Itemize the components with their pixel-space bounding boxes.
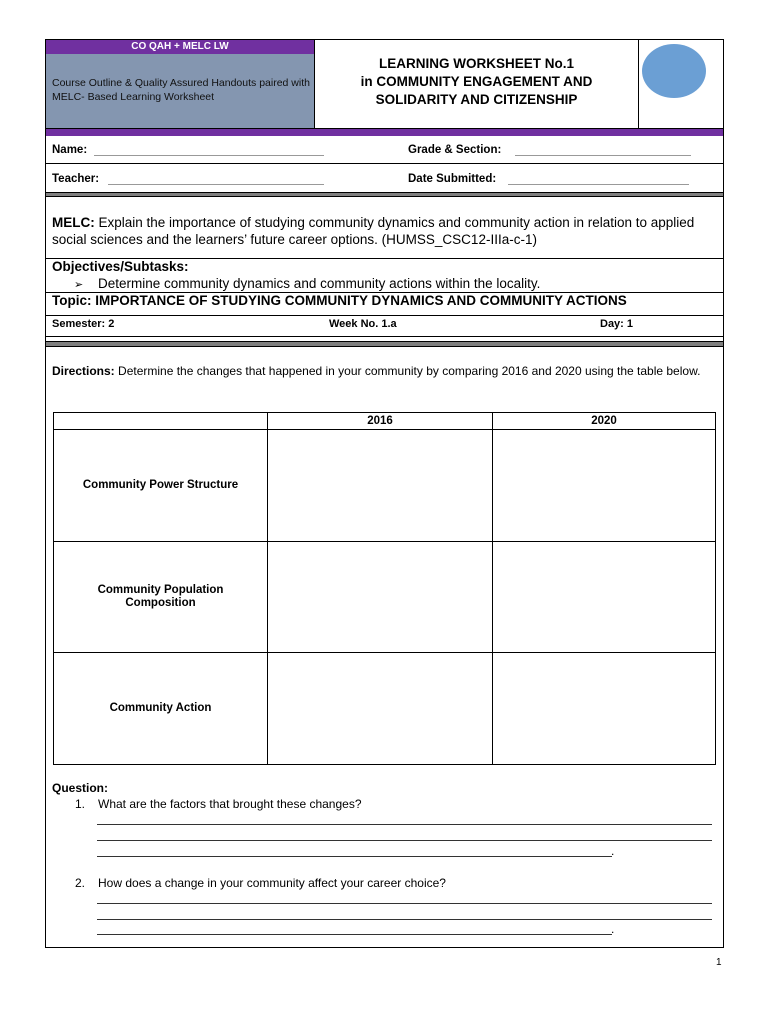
- title-line-2: in COMMUNITY ENGAGEMENT AND: [360, 74, 593, 89]
- question-1: [75, 797, 362, 811]
- question-2-number: 2.: [75, 876, 86, 890]
- objective-item: [74, 276, 540, 291]
- page-number: 1: [716, 957, 722, 968]
- answer-line-1b[interactable]: [97, 840, 712, 841]
- cell-population-composition-2020[interactable]: [493, 541, 716, 653]
- date-submitted-label: Date Submitted:: [408, 173, 497, 185]
- question-2-text: How does a change in your community affect your career choice?: [98, 876, 446, 890]
- topic-divider: [46, 315, 723, 316]
- answer-2-end-mark: .: [611, 922, 615, 936]
- topic-heading: Topic: IMPORTANCE OF STUDYING COMMUNITY DYNAMICS AND COMMUNITY ACTIONS: [52, 293, 627, 308]
- name-field[interactable]: [94, 155, 324, 156]
- directions-text: [52, 363, 712, 380]
- teacher-label: Teacher:: [52, 173, 100, 185]
- melc-label: MELC:: [52, 215, 95, 230]
- table-header-2016: 2016: [268, 413, 493, 430]
- header-course-panel: [46, 40, 315, 128]
- cell-power-structure-2016[interactable]: [268, 430, 493, 542]
- objectives-title: Objectives/Subtasks:: [52, 259, 189, 274]
- teacher-row: [46, 164, 723, 192]
- row-label-population-composition: Community Population Composition: [54, 541, 268, 653]
- header-band-label: CO QAH + MELC LW: [46, 40, 314, 54]
- table-header-blank: [54, 413, 268, 430]
- date-submitted-field[interactable]: [508, 184, 689, 185]
- table-row: [54, 430, 716, 542]
- worksheet-title: [315, 40, 639, 128]
- directions-body: Determine the changes that happened in your community by comparing 2016 and 2020 using the table below.: [114, 364, 701, 378]
- gray-divider-top: [46, 192, 723, 197]
- purple-divider: [46, 128, 723, 136]
- worksheet-header: [46, 40, 723, 128]
- question-heading: Question:: [52, 781, 108, 795]
- name-label: Name:: [52, 144, 88, 156]
- answer-line-1c[interactable]: [97, 856, 612, 857]
- cell-community-action-2020[interactable]: [493, 653, 716, 765]
- teacher-field[interactable]: [108, 184, 324, 185]
- directions-label: Directions:: [52, 364, 115, 378]
- worksheet-frame: [45, 39, 724, 948]
- answer-line-2c[interactable]: [97, 934, 612, 935]
- title-line-1: LEARNING WORKSHEET No.1: [378, 56, 574, 71]
- grade-section-field[interactable]: [515, 155, 691, 156]
- gray-divider-bottom: [46, 341, 723, 347]
- cell-power-structure-2020[interactable]: [493, 430, 716, 542]
- semester-label: Semester: 2: [52, 318, 115, 330]
- cell-population-composition-2016[interactable]: [268, 541, 493, 653]
- question-1-number: 1.: [75, 797, 86, 811]
- week-label: Week No. 1.a: [329, 318, 397, 330]
- objective-text: Determine community dynamics and community actions within the locality.: [98, 276, 541, 291]
- melc-text: Explain the importance of studying community dynamics and community action in relation to applied social sciences and the learners’ future career options. (HUMSS_CSC12-IIIa-c-1): [52, 215, 695, 247]
- day-label: Day: 1: [600, 318, 634, 330]
- arrow-bullet-icon: ➢: [74, 279, 84, 291]
- name-row: [46, 136, 723, 164]
- question-2: [75, 876, 446, 890]
- answer-line-2a[interactable]: [97, 903, 712, 904]
- table-row: [54, 541, 716, 653]
- table-header-row: [54, 413, 716, 430]
- schedule-divider: [46, 336, 723, 337]
- answer-line-1a[interactable]: [97, 824, 712, 825]
- header-description: Course Outline & Quality Assured Handouts paired with MELC- Based Learning Worksheet: [52, 77, 310, 103]
- title-line-3: SOLIDARITY AND CITIZENSHIP: [375, 92, 578, 107]
- row-label-power-structure: Community Power Structure: [54, 430, 268, 542]
- grade-section-label: Grade & Section:: [408, 144, 502, 156]
- melc-statement: [52, 214, 720, 248]
- table-header-2020: 2020: [493, 413, 716, 430]
- answer-1-end-mark: .: [611, 844, 615, 858]
- table-row: [54, 653, 716, 765]
- logo-placeholder: [642, 44, 706, 98]
- header-logo-panel: [639, 40, 723, 128]
- answer-line-2b[interactable]: [97, 919, 712, 920]
- question-1-text: What are the factors that brought these changes?: [98, 797, 362, 811]
- comparison-table: [53, 412, 716, 765]
- row-label-community-action: Community Action: [54, 653, 268, 765]
- cell-community-action-2016[interactable]: [268, 653, 493, 765]
